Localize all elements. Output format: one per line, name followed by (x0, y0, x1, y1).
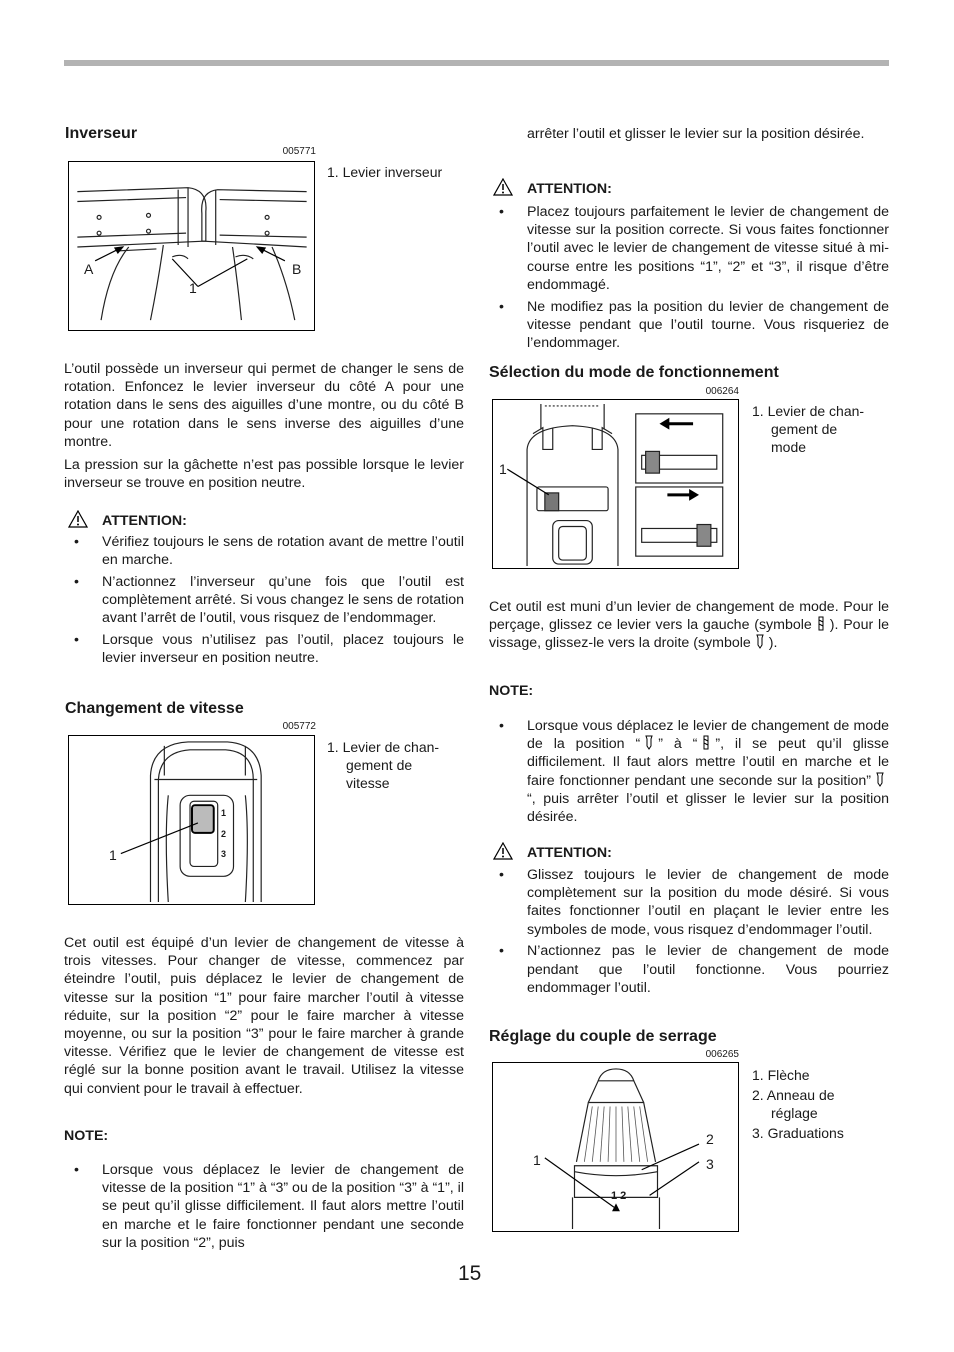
paragraph: La pression sur la gâchette n’est pas possible lorsque le levier inverseur se trouve en position neutre. (64, 457, 464, 492)
figure-legend (752, 402, 892, 456)
gear-label: 1 (221, 808, 227, 818)
paragraph: Cet outil est muni d’un levier de changement de mode. Pour le perçage, glissez ce levier vers la gauche (symbole ). Pour le vissage, glissez-le vers la droite (symbole ). (489, 599, 889, 652)
list-item: • Glissez toujours le levier de changement de mode complètement sur la position du mode désiré. Si vous faites fonctionner l’outil en plaçant le levier entre les symboles de mode, vous risquez d’endommager l’outil. (499, 867, 889, 938)
legend-item: 1. Levier de chan- gement de vitesse (327, 739, 440, 791)
top-rule (64, 60, 889, 66)
figure-inverseur (68, 161, 315, 331)
legend-item: 2. Anneau de réglage (752, 1087, 835, 1121)
section-title-couple: Réglage du couple de serrage (489, 1028, 717, 1045)
figure-mode (492, 399, 739, 569)
figure-code: 005772 (282, 721, 316, 732)
screw-icon (644, 735, 654, 750)
callout-a: A (84, 261, 94, 277)
warning-triangle-icon (68, 510, 88, 528)
list-item: • Lorsque vous n’utilisez pas l’outil, placez toujours le levier inverseur en position neutre. (74, 632, 464, 667)
section-title-inverseur: Inverseur (65, 125, 138, 142)
list-item: • Lorsque vous déplacez le levier de changement de mode de la position “ ” à “ ”, il se peut qu’il glisse difficilement. Il faut alors mettre l’outil en marche et le faire fonctionner pendant une seconde sur la position”“, puis arrêter l’outil et glisser le levier sur la position désirée. (499, 718, 889, 826)
note-list (64, 1161, 464, 1256)
legend-item: 3. Graduations (752, 1125, 844, 1141)
list-item: • Vérifiez toujours le sens de rotation avant de mettre l’outil en marche. (74, 534, 464, 569)
attention-heading: ATTENTION: (68, 510, 187, 529)
drill-bit-icon (816, 616, 826, 631)
attention-heading: ATTENTION: (493, 178, 612, 197)
callout-1: 1 (189, 280, 197, 296)
drill-bit-icon (701, 735, 711, 750)
paragraph: Cet outil est équipé d’un levier de changement de vitesse à trois vitesses. Pour changer de vitesse, commencez par éteindre l’outil, puis déplacez le levier de changement de vitesse sur la position “1” pour faire marcher l’outil à vitesse réduite, sur la position “2” pour le faire marcher à vitesse moyenne, ou sur la position “3” pour le faire marcher à grande vitesse. Vérifiez que le levier de changement de vitesse est réglé sur la bonne position avant le travail. Utilisez la vitesse qui convient pour le travail à effectuer. (64, 935, 464, 1097)
figure-code: 005771 (282, 146, 316, 157)
list-item: • Lorsque vous déplacez le levier de changement de vitesse de la position “1” à “3” ou de la position “3” à “1”, il se peut qu’il glisse difficilement. Il faut alors mettre l’outil en marche et le faire fonctionner pendant une seconde sur la position “2”, puis (74, 1162, 464, 1251)
legend-item: 1. Levier de chan- gement de mode (752, 403, 865, 455)
figure-vitesse (68, 735, 315, 905)
section-title-vitesse: Changement de vitesse (65, 700, 244, 717)
gear-label: 3 (221, 849, 227, 859)
drill-reverse-illustration (69, 162, 314, 330)
scale-label: 1 2 (611, 1190, 627, 1202)
legend-item: 1. Flèche (752, 1067, 810, 1083)
paragraph: L’outil possède un inverseur qui permet de changer le sens de rotation. Enfoncez le levier inverseur du côté A pour une rotation dans le sens des aiguilles d’une montre, ou du côté B pour une rotation dans le sens inverse des aiguilles d’une montre. (64, 361, 464, 450)
screw-icon (755, 634, 765, 649)
attention-list (489, 866, 889, 1000)
figure-code: 006264 (705, 386, 739, 397)
paragraph-continued: arrêter l’outil et glisser le levier sur la position désirée. (527, 126, 865, 142)
figure-legend (752, 1066, 892, 1142)
page-number: 15 (458, 1262, 482, 1285)
callout-1: 1 (533, 1152, 541, 1168)
attention-list (489, 203, 889, 356)
figure-legend (327, 738, 467, 792)
figure-code: 006265 (705, 1049, 739, 1060)
callout-b: B (292, 261, 302, 277)
attention-heading: ATTENTION: (493, 842, 612, 861)
warning-triangle-icon (493, 842, 513, 860)
section-title-mode: Sélection du mode de fonctionnement (489, 364, 779, 381)
list-item: • N’actionnez l’inverseur qu’une fois que l’outil est complètement arrêté. Si vous changez le sens de rotation avant l’arrêt de l’outil, vous risquez de l’endommager. (74, 573, 464, 627)
note-list (489, 717, 889, 830)
attention-list (64, 533, 464, 671)
figure-legend (327, 163, 467, 181)
list-item: • N’actionnez pas le levier de changement de mode pendant que l’outil fonctionne. Vous pourriez endommager l’outil. (499, 943, 889, 996)
note-heading: NOTE: (64, 1128, 109, 1144)
speed-lever-illustration (69, 736, 314, 904)
legend-item: 1. Levier inverseur (327, 164, 443, 180)
list-item: • Ne modifiez pas la position du levier de changement de vitesse pendant que l’outil tourne. Vous risqueriez de l’endommager. (499, 298, 889, 351)
note-heading: NOTE: (489, 683, 534, 699)
callout-1: 1 (109, 847, 117, 863)
warning-triangle-icon (493, 178, 513, 196)
mode-lever-illustration (493, 400, 738, 568)
screw-icon (875, 772, 885, 787)
torque-ring-illustration (493, 1063, 738, 1231)
callout-1: 1 (499, 461, 507, 477)
gear-label: 2 (221, 829, 227, 839)
callout-3: 3 (706, 1156, 714, 1172)
list-item: • Placez toujours parfaitement le levier de changement de vitesse sur la position correcte. Si vous faites fonctionner l’outil avec le levier de changement de vitesse situé à mi-course entre les positions “1”, “2” et “3”, il risque d’être endommagé. (499, 204, 889, 293)
callout-2: 2 (706, 1131, 714, 1147)
figure-couple (492, 1062, 739, 1232)
